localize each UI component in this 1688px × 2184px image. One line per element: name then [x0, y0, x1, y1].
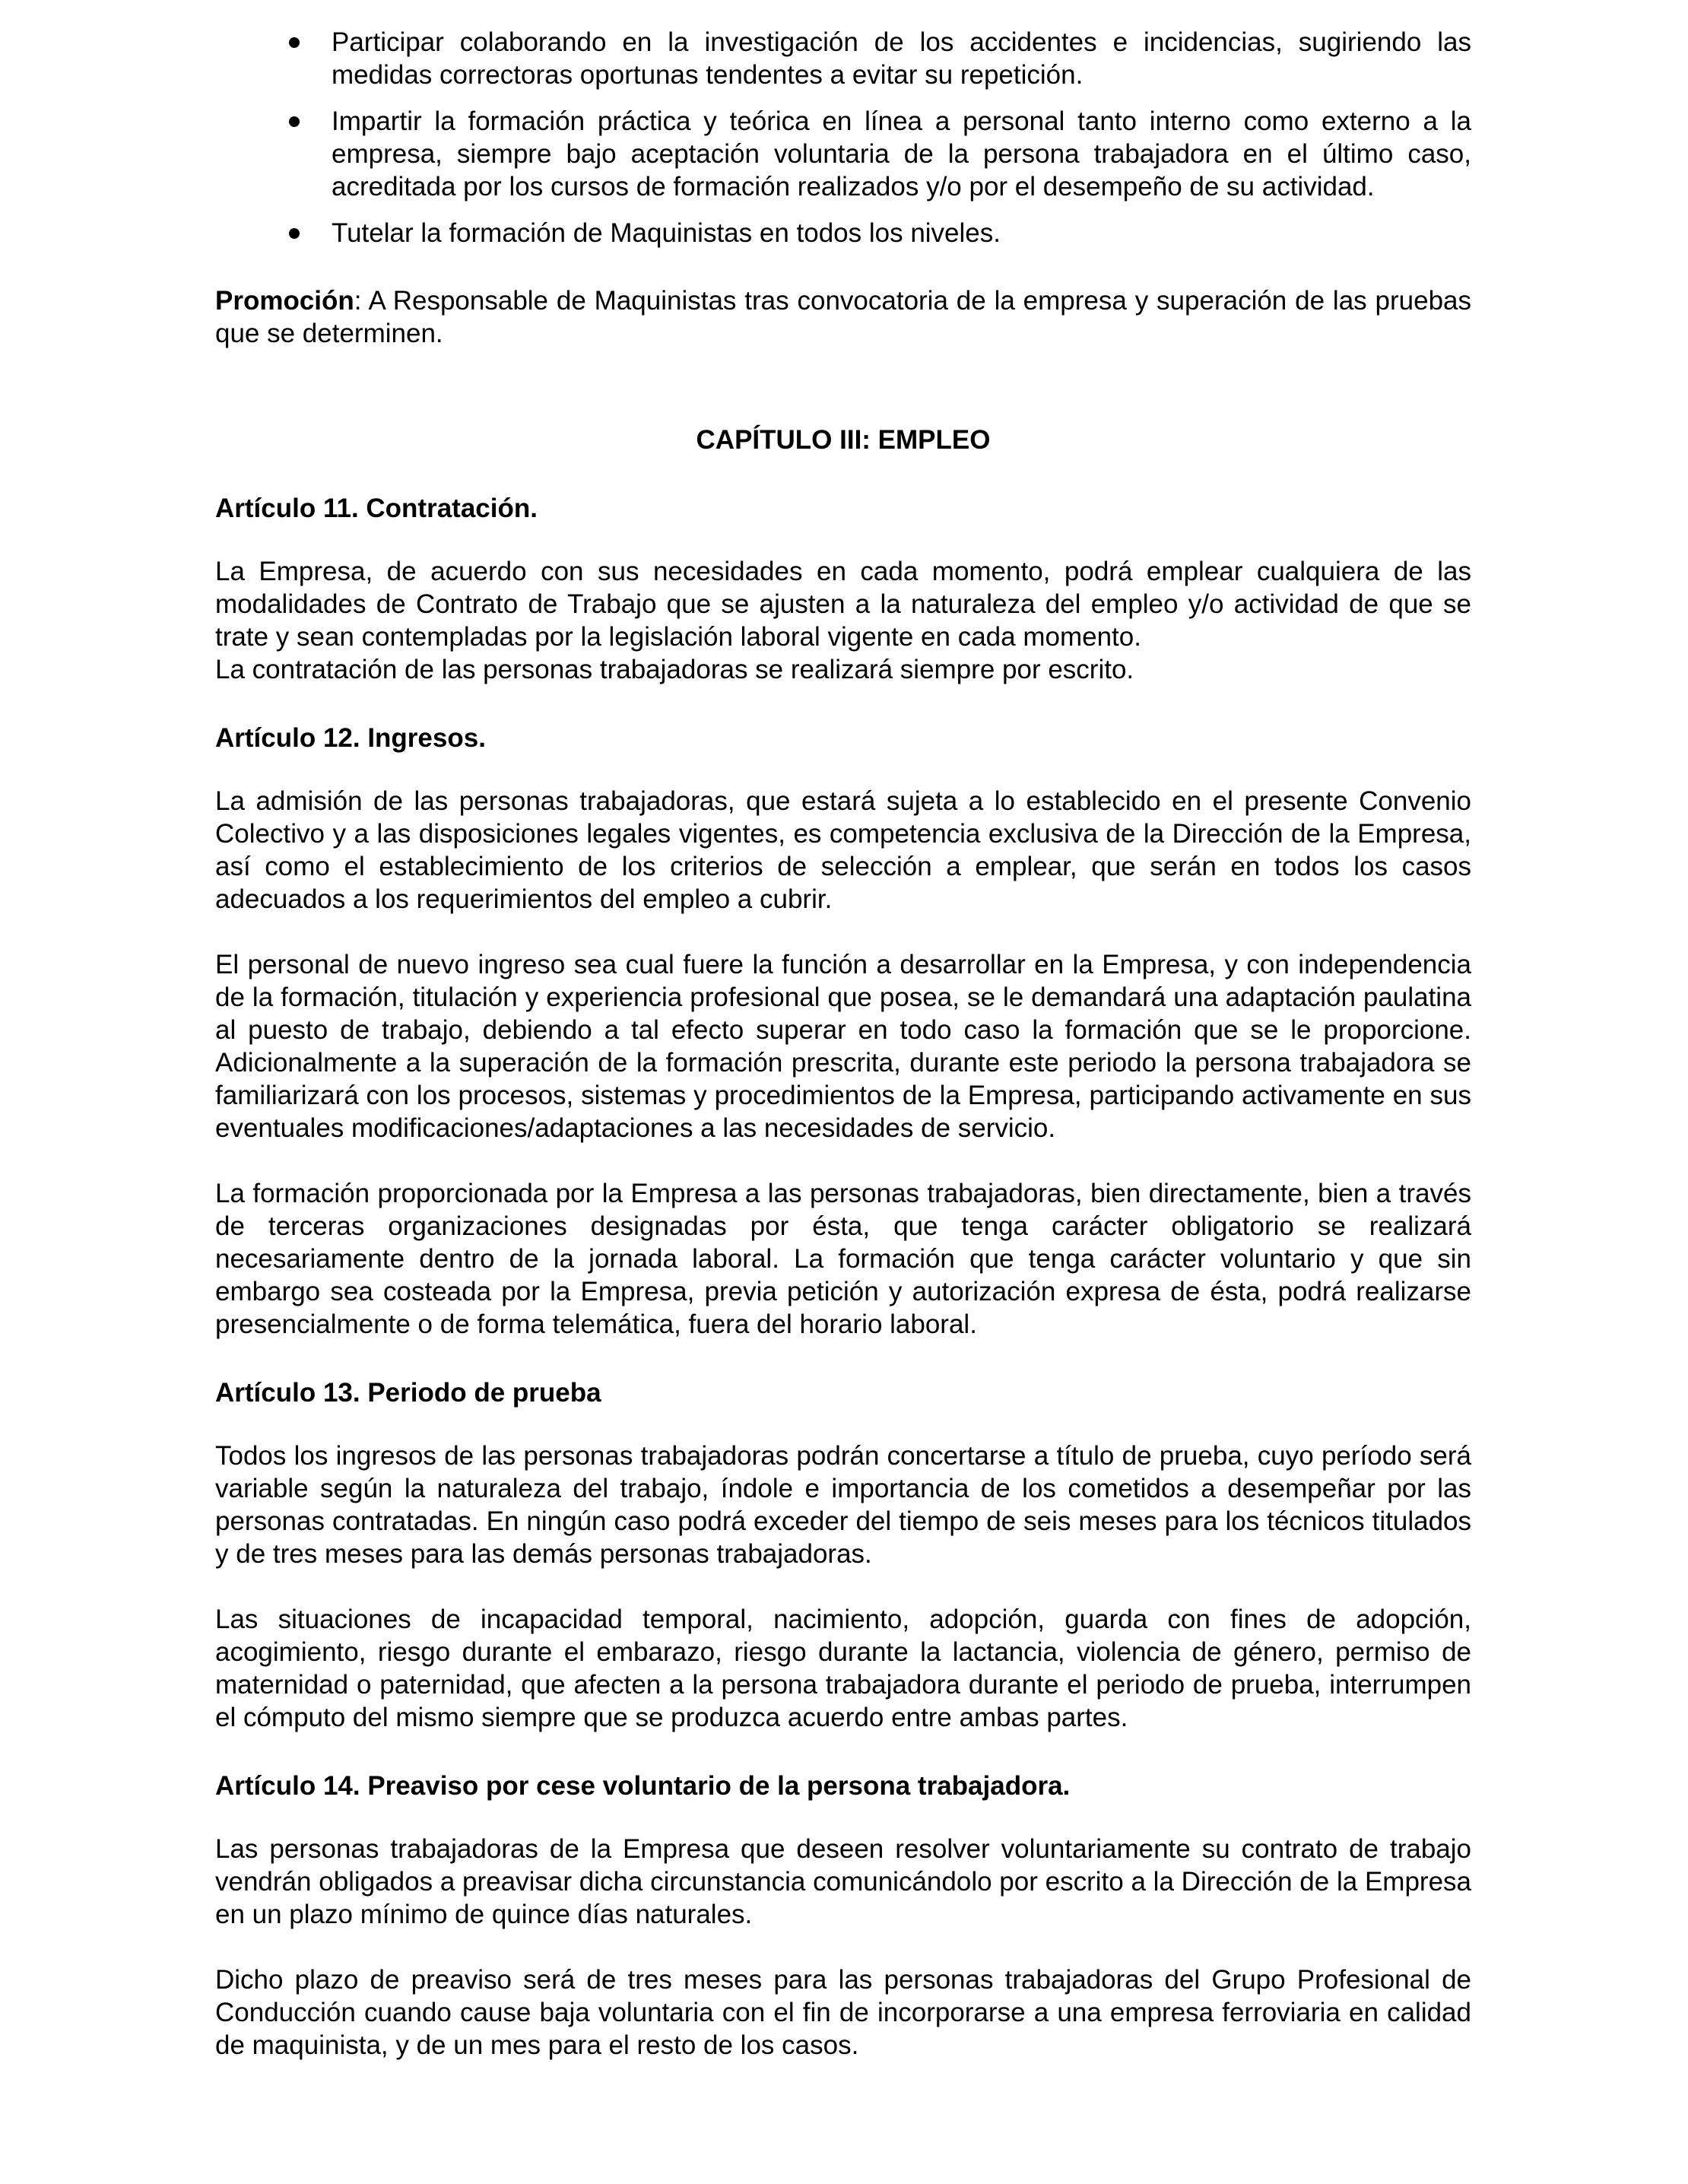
chapter-heading: CAPÍTULO III: EMPLEO [696, 425, 991, 455]
article-13-title: Artículo 13. Periodo de prueba [215, 1378, 601, 1408]
paragraph: Las situaciones de incapacidad temporal, nacimiento, adopción, guarda con fines de adopción, acogimiento, riesgo durante el embarazo, riesgo durante la lactancia, violencia de género, permiso de maternidad o paternidad, que afecten a la persona trabajadora durante el periodo de prueba, interrumpen el cómputo del mismo siempre que se produzca acuerdo entre ambas partes. [215, 1605, 1471, 1732]
bullet-icon [289, 37, 300, 48]
paragraph: Las personas trabajadoras de la Empresa que deseen resolver voluntariamente su contrato de trabajo vendrán obligados a preavisar dicha circunstancia comunicándolo por escrito a la Dirección de la Empresa en un plazo mínimo de quince días naturales. [215, 1834, 1471, 1929]
list-item [215, 217, 1471, 249]
promotion-paragraph [215, 284, 1471, 350]
paragraph: Dicho plazo de preaviso será de tres meses para las personas trabajadoras del Grupo Profesional de Conducción cuando cause baja voluntaria con el fin de incorporarse a una empresa ferroviaria en calidad de maquinista, y de un mes para el resto de los casos. [215, 1965, 1471, 2060]
article-14-title: Artículo 14. Preaviso por cese voluntario de la persona trabajadora. [215, 1771, 1071, 1801]
promotion-text: : A Responsable de Maquinistas tras convocatoria de la empresa y superación de las pruebas que se determinen. [215, 286, 1471, 348]
bullet-icon [289, 228, 300, 239]
paragraph: La Empresa, de acuerdo con sus necesidades en cada momento, podrá emplear cualquiera de las modalidades de Contrato de Trabajo que se ajusten a la naturaleza del empleo y/o actividad de que se trate y sean contempladas por la legislación laboral vigente en cada momento. [215, 557, 1471, 652]
duties-bullet-list [215, 26, 1471, 249]
paragraph: La contratación de las personas trabajadoras se realizará siempre por escrito. [215, 655, 1134, 684]
bullet-text: Participar colaborando en la investigación de los accidentes e incidencias, sugiriendo las medidas correctoras oportunas tendentes a evitar su repetición. [332, 27, 1471, 90]
bullet-text: Impartir la formación práctica y teórica en línea a personal tanto interno como externo a la empresa, siempre bajo aceptación voluntaria de la persona trabajadora en el último caso, acreditada por los cursos de formación realizados y/o por el desempeño de su actividad. [332, 106, 1471, 202]
bullet-icon [289, 116, 300, 127]
bullet-text: Tutelar la formación de Maquinistas en todos los niveles. [332, 218, 1001, 248]
article-12-title: Artículo 12. Ingresos. [215, 723, 486, 753]
promotion-label: Promoción [215, 286, 354, 316]
paragraph: El personal de nuevo ingreso sea cual fuere la función a desarrollar en la Empresa, y con independencia de la formación, titulación y experiencia profesional que posea, se le demandará una adaptación paulatina al puesto de trabajo, debiendo a tal efecto superar en todo caso la formación que se le proporcione. Adicionalmente a la superación de la formación prescrita, durante este periodo la persona trabajadora se familiarizará con los procesos, sistemas y procedimientos de la Empresa, participando activamente en sus eventuales modificaciones/adaptaciones a las necesidades de servicio. [215, 950, 1471, 1143]
paragraph: La admisión de las personas trabajadoras, que estará sujeta a lo establecido en el presente Convenio Colectivo y a las disposiciones legales vigentes, es competencia exclusiva de la Dirección de la Empresa, así como el establecimiento de los criterios de selección a emplear, que serán en todos los casos adecuados a los requerimientos del empleo a cubrir. [215, 786, 1471, 914]
paragraph: Todos los ingresos de las personas trabajadoras podrán concertarse a título de prueba, cuyo período será variable según la naturaleza del trabajo, índole e importancia de los cometidos a desempeñar por las personas contratadas. En ningún caso podrá exceder del tiempo de seis meses para los técnicos titulados y de tres meses para las demás personas trabajadoras. [215, 1441, 1471, 1569]
list-item [215, 26, 1471, 91]
list-item [215, 105, 1471, 203]
paragraph: La formación proporcionada por la Empresa a las personas trabajadoras, bien directamente, bien a través de terceras organizaciones designadas por ésta, que tenga carácter obligatorio se realizará necesariamente dentro de la jornada laboral. La formación que tenga carácter voluntario y que sin embargo sea costeada por la Empresa, previa petición y autorización expresa de ésta, podrá realizarse presencialmente o de forma telemática, fuera del horario laboral. [215, 1179, 1471, 1339]
article-11-title: Artículo 11. Contratación. [215, 494, 538, 523]
